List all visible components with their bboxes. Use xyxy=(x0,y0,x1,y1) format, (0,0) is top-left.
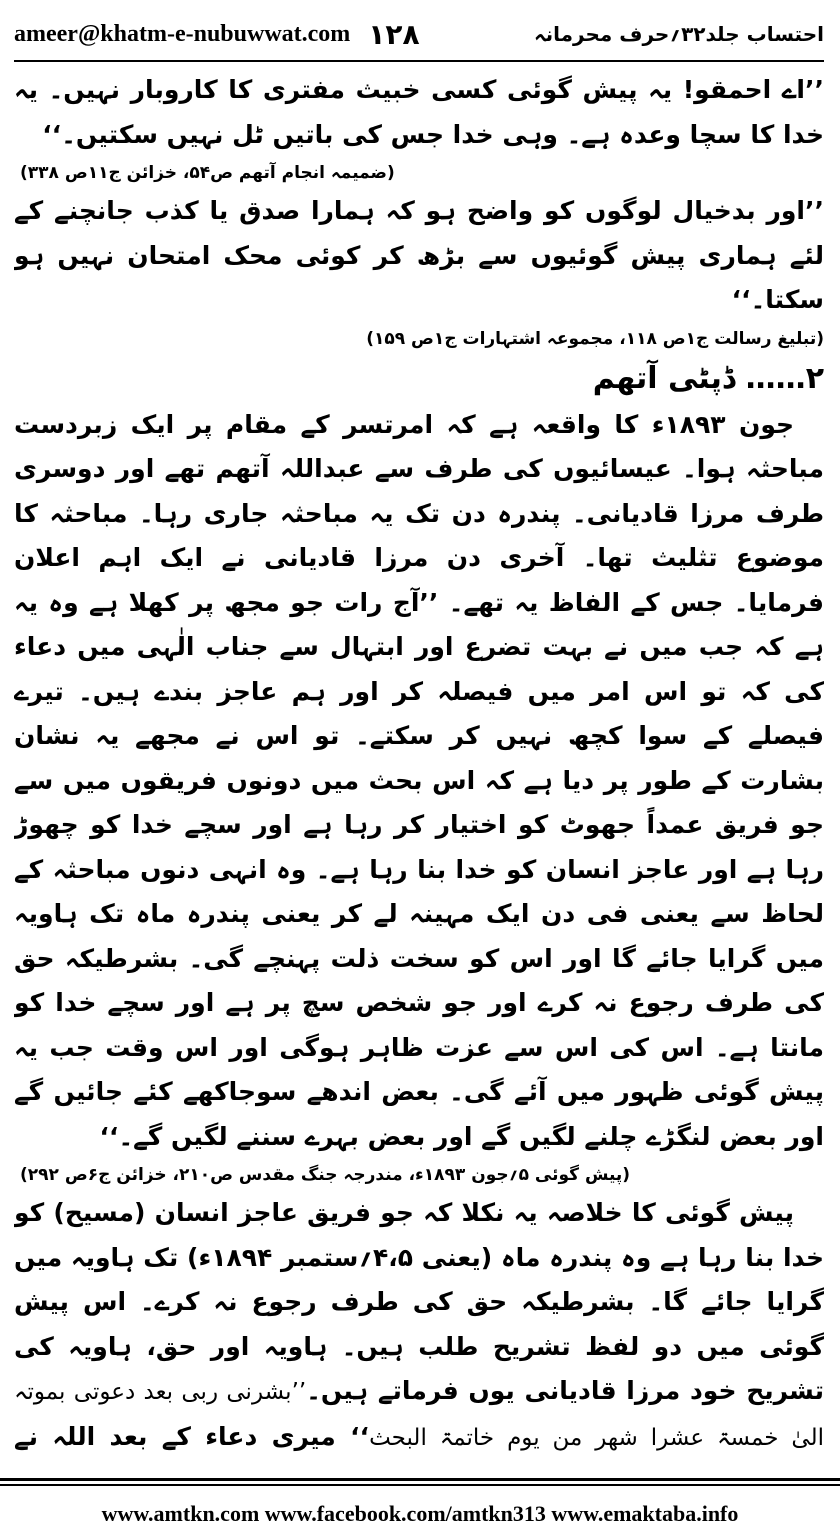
page-header xyxy=(14,8,824,60)
page-number: ۱۲۸ xyxy=(368,17,420,51)
header-email[interactable]: ameer@khatm-e-nubuwwat.com xyxy=(14,20,351,47)
arabic-quote: ’’بشرنی ربی بعد دعوتی بموتہ الیٰ خمسۃ عشرا شھر من یوم خاتمۃ البحث xyxy=(14,1379,824,1451)
reference-1: (ضمیمہ انجام آتھم ص۵۴، خزائن ج۱۱ص ۳۳۸) xyxy=(20,163,395,183)
footer-rule-thin xyxy=(0,1484,840,1486)
running-title: احتساب جلد۳۲؍حرف محرمانہ xyxy=(533,22,824,46)
footer-links[interactable]: www.amtkn.com www.facebook.com/amtkn313 www.emaktaba.info xyxy=(101,1501,739,1526)
narrative-paragraph: جون ۱۸۹۳ء کا واقعہ ہے کہ امرتسر کے مقام پر ایک زبردست مباحثہ ہوا۔ عیسائیوں کی طرف سے عبداللہ آتھم تھے اور دوسری طرف مرزا قادیانی۔ پندرہ دن تک یہ مباحثہ جاری رہا۔ مباحثہ کا موضوع تثلیث تھا۔ آخری دن مرزا قادیانی نے ایک اہم اعلان فرمایا۔ جس کے الفاظ یہ تھے۔ ’’آج رات جو مجھ پر کھلا ہے وہ یہ ہے کہ جب میں نے بہت تضرع اور ابتہال سے جناب الٰہی میں دعاء کی کہ تو اس امر میں فیصلہ کر اور ہم عاجز بندے ہیں۔ تیرے فیصلے کے سوا کچھ نہیں کر سکتے۔ تو اس نے مجھے یہ نشان بشارت کے طور پر دیا ہے کہ اس بحث میں دونوں فریقوں میں سے جو فریق عمداً جھوٹ کو اختیار کر رہا ہے اور سچے خدا کو چھوڑ رہا ہے اور عاجز انسان کو خدا بنا رہا ہے۔ وہ انہی دنوں مباحثہ کے لحاظ سے یعنی فی دن ایک مہینہ لے کر یعنی پندرہ ماہ تک ہاویہ میں گرایا جائے گا اور اس کو سخت ذلت پہنچے گی۔ بشرطیکہ حق کی طرف رجوع نہ کرے اور جو شخص سچ پر ہے اور سچے خدا کو مانتا ہے۔ اس کی اس سے عزت ظاہر ہوگی اور اس وقت جب یہ پیش گوئی ظہور میں آئے گی۔ بعض اندھے سوجاکھے کئے جائیں گے اور بعض لنگڑے چلنے لگیں گے اور بعض بہرے سننے لگیں گے۔‘‘ xyxy=(14,409,824,1151)
footer-rule-thick xyxy=(0,1478,840,1481)
summary-paragraph xyxy=(14,1191,824,1463)
summary-translation: ‘‘ میری دعاء کے بعد اللہ نے xyxy=(14,1421,370,1451)
section-heading: ۲…… ڈپٹی آتھم xyxy=(592,360,824,396)
header-rule xyxy=(14,60,824,62)
summary-text: پیش گوئی کا خلاصہ یہ نکلا کہ جو فریق عاجز انسان (مسیح) کو خدا بنا رہا ہے وہ پندرہ ماہ (یعنی ۴،۵؍ستمبر ۱۸۹۴ء) تک ہاویہ میں گرایا جائے گا۔ بشرطیکہ حق کی طرف رجوع نہ کرے۔ اس پیش گوئی میں دو لفظ تشریح طلب ہیں۔ ہاویہ اور حق، ہاویہ کی تشریح خود مرزا قادیانی یوں فرماتے ہیں۔ xyxy=(14,1198,824,1405)
quote-paragraph-2: ’’اور بدخیال لوگوں کو واضح ہو کہ ہمارا صدق یا کذب جانچنے کے لئے ہماری پیش گوئیوں سے بڑھ کر کوئی محک امتحان نہیں ہو سکتا۔‘‘ xyxy=(14,196,824,314)
quote-paragraph-1: ’’اے احمقو! یہ پیش گوئی کسی خبیث مفتری کا کاروبار نہیں۔ یہ خدا کا سچا وعدہ ہے۔ وہی خدا جس کی باتیں ٹل نہیں سکتیں۔‘‘ xyxy=(14,75,824,149)
header-left xyxy=(14,18,420,51)
page-body xyxy=(14,68,824,1463)
reference-3: (پیش گوئی ۵؍جون ۱۸۹۳ء، مندرجہ جنگ مقدس ص۲۱۰، خزائن ج۶ص ۲۹۲) xyxy=(20,1165,631,1185)
reference-2: (تبلیغ رسالت ج۱ص ۱۱۸، مجموعہ اشتہارات ج۱ص ۱۵۹) xyxy=(366,328,824,349)
